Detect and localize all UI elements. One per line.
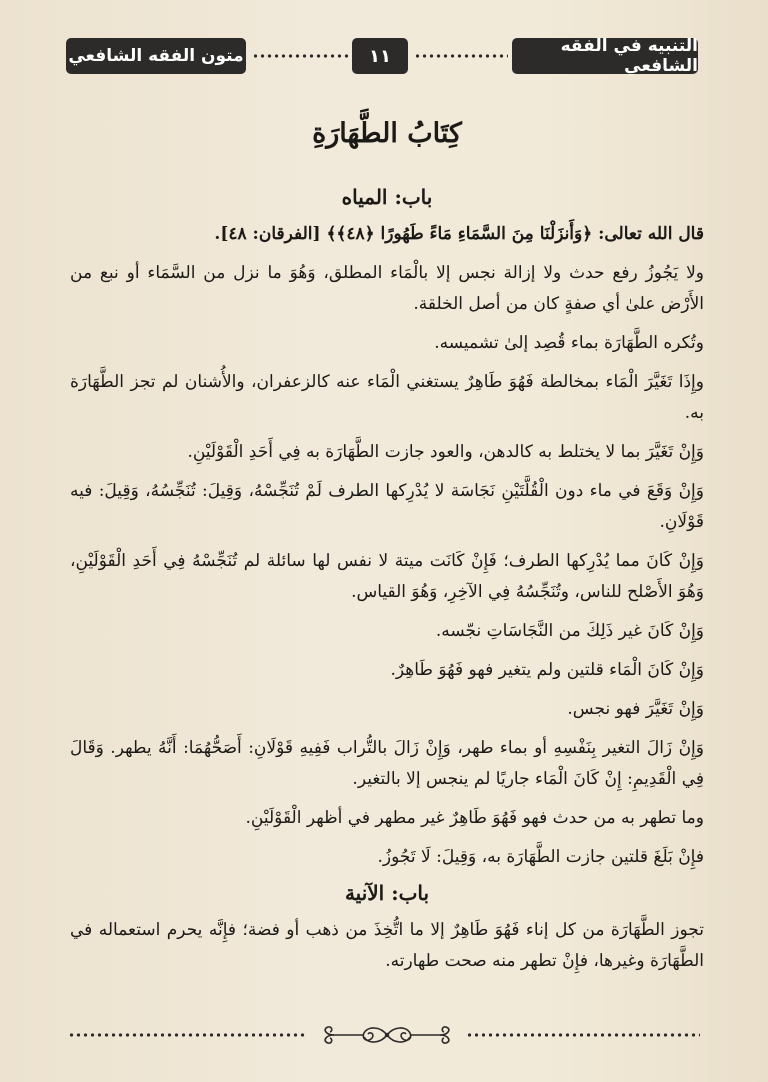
paragraph: ولا يَجُوزُ رفع حدث ولا إزالة نجس إلا بالْمَاء المطلق، وَهُوَ ما نزل من السَّمَاء أو نبع من الأَرْض علىٰ أي صفةٍ كان من أصل الخلقة. — [70, 263, 704, 314]
paragraph: فإِنْ بَلَغَ قلتين جازت الطَّهَارَة به، وَقِيلَ: لَا تَجُوزُ. — [377, 847, 704, 867]
page-content — [70, 118, 704, 985]
header-dotted-line-left — [252, 54, 348, 58]
page-header — [66, 34, 698, 78]
book-name: التنبيه في الفقه الشافعي — [512, 38, 698, 74]
footer-ornament — [68, 1020, 700, 1050]
paragraph: وَإِنْ زَالَ التغير بِنَفْسِهِ أو بماء طهر، وَإِنْ زَالَ بالتُّراب فَفِيهِ قَوْلَانِ: أَصَحُّهُمَا: أَنَّهُ يطهر. وَقَالَ فِي الْقَدِيمِ: إِنْ كَانَ الْمَاء جاريًا لم ينجس إلا بالتغير. — [70, 738, 704, 789]
paragraph: وإِذَا تَغَيَّرَ الْمَاء بمخالطة فَهُوَ طَاهِرٌ يستغني الْمَاء عنه كالزعفران، والأُشنان لم تجز الطَّهَارَة به. — [70, 372, 704, 423]
header-dotted-line-right — [414, 54, 508, 58]
paragraph: وَإِنْ تَغَيَّرَ فهو نجس. — [567, 699, 704, 719]
footer-dotted-line-right — [466, 1033, 700, 1037]
series-title: متون الفقه الشافعي — [66, 38, 246, 74]
scroll-ornament-icon — [312, 1020, 462, 1050]
footer-dotted-line-left — [68, 1033, 306, 1037]
book-title: كِتَابُ الطَّهَارَةِ — [312, 118, 462, 149]
paragraph: وَإِنْ تَغَيَّرَ بما لا يختلط به كالدهن، والعود جازت الطَّهَارَة به فِي أَحَدِ الْقَوْلَيْنِ. — [187, 442, 704, 462]
page-number: ١١ — [352, 38, 408, 74]
paragraph: وَإِنْ وَقَعَ في ماء دون الْقُلَّتَيْنِ نَجَاسَة لا يُدْرِكها الطرف لَمْ تُنَجِّسْهُ، وَقِيلَ: تُنَجِّسُهُ، وَقِيلَ: فيه قَوْلَانِ. — [70, 481, 704, 532]
quran-citation: قال الله تعالى: ﴿وَأَنزَلْنَا مِنَ السَّمَاءِ مَاءً طَهُورًا ﴿٤٨﴾﴾ [الفرقان: ٤٨]. — [214, 224, 704, 244]
chapter-heading-vessels: باب: الآنية — [344, 881, 430, 905]
paragraph: وَإِنْ كَانَ مما يُدْرِكها الطرف؛ فَإِنْ كَانَت ميتة لا نفس لها سائلة لم تُنَجِّسْهُ فِي أَحَدِ الْقَوْلَيْنِ، وَهُوَ الأَصْلح للناس، وتُنَجِّسُهُ فِي الآخِرِ، وَهُوَ القياس. — [70, 551, 704, 602]
paragraph: وَإِنْ كَانَ غير ذَلِكَ من النَّجَاسَاتِ نجّسه. — [435, 621, 704, 641]
paragraph: وما تطهر به من حدث فهو فَهُوَ طَاهِرٌ غير مطهر في أظهر الْقَوْلَيْنِ. — [245, 808, 704, 828]
paragraph: وتُكره الطَّهَارَة بماء قُصِد إلىٰ تشميسه. — [434, 333, 704, 353]
paragraph: وَإِنْ كَانَ الْمَاء قلتين ولم يتغير فهو فَهُوَ طَاهِرٌ. — [390, 660, 704, 680]
chapter-heading-waters: باب: المياه — [341, 185, 433, 209]
paragraph: تجوز الطَّهَارَة من كل إناء فَهُوَ طَاهِرٌ إلا ما اتُّخِذَ من ذهب أو فضة؛ فإِنَّه يحرم استعماله في الطَّهَارَة وغيرها، فإِنْ تطهر منه صحت طهارته. — [70, 920, 704, 971]
